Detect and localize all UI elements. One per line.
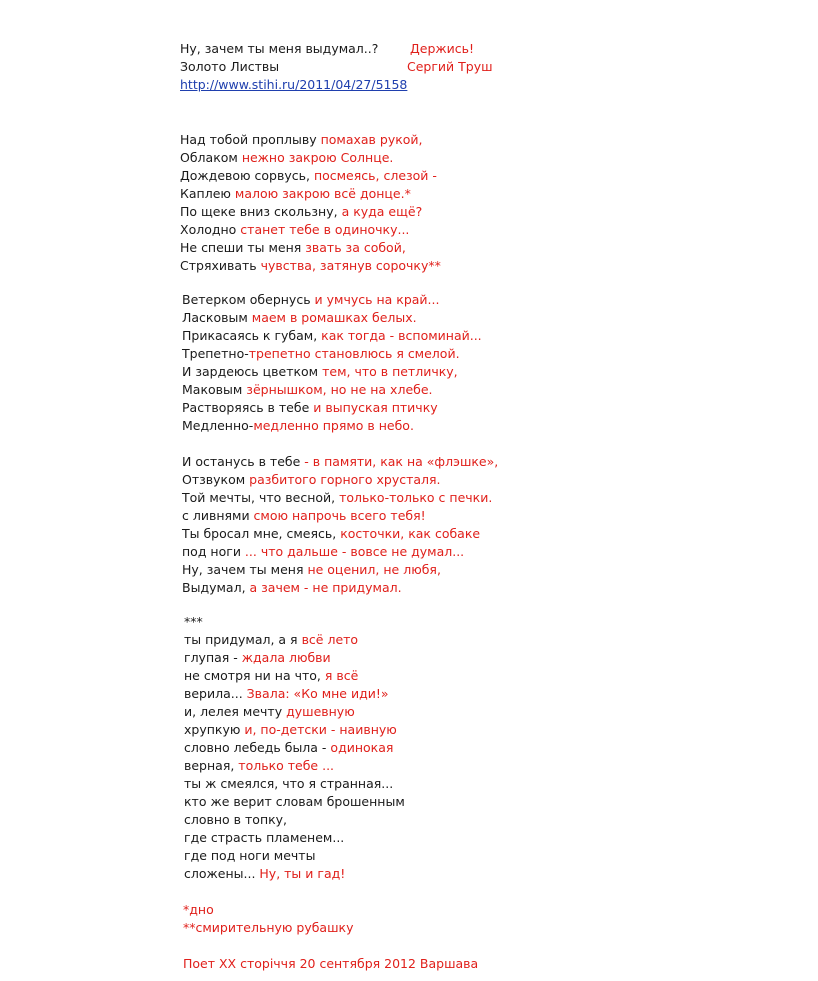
line-text: кто же верит словам брошенным [184,794,405,809]
poem-line [184,757,334,775]
poem-line [182,291,439,309]
line-reply-text: помахав рукой, [320,132,423,147]
line-text: сложены... [184,866,260,881]
line-reply-text: зёрнышком, но не на хлебе. [246,382,433,397]
line-reply-text: маем в ромашках белых. [251,310,417,325]
poem-title [180,40,378,58]
line-text: верила... [184,686,247,701]
line-reply-text: Звала: «Ко мне иди!» [246,686,389,701]
line-text: ты ж смеялся, что я странная... [184,776,394,791]
line-reply-text: станет тебе в одиночку... [240,222,410,237]
line-reply-text: только-только с печки. [339,490,493,505]
poem-line [184,721,397,739]
line-text: и, лелея мечту [184,704,287,719]
title-text: Ну, зачем ты меня выдумал..? [180,41,379,56]
poem-line [184,703,355,721]
line-reply-text: трепетно становлюсь я смелой. [248,346,460,361]
line-text: И зардеюсь цветком [182,364,323,379]
footnote-2: **смирительную рубашку [183,920,354,935]
line-text: *** [184,614,203,629]
line-reply-text: посмеясь, слезой - [313,168,437,183]
line-text: хрупкую [184,722,245,737]
poem-line [182,507,426,525]
line-reply-text: разбитого горного хрусталя. [249,472,441,487]
line-reply-text: я всё [324,668,359,683]
line-reply-text: как тогда - вспоминай... [321,328,482,343]
line-text: По щеке вниз скользну, [180,204,342,219]
line-text: Маковым [182,382,247,397]
poem-line [184,667,358,685]
source-link[interactable]: http://www.stihi.ru/2011/04/27/5158 [180,77,408,92]
poem-line [180,185,411,203]
poem-line [182,489,492,507]
line-text: Ветерком обернусь [182,292,315,307]
line-text: Дождевою сорвусь, [180,168,314,183]
poem-line [180,221,409,239]
line-reply-text: не оценил, не любя, [307,562,441,577]
line-text: верная, [184,758,239,773]
line-reply-text: смою напрочь всего тебя! [253,508,426,523]
line-reply-text: одинокая [330,740,394,755]
poem-line [182,471,441,489]
source-link-row [180,76,407,94]
poem-line [184,793,405,811]
source-title: Золото Листвы [180,59,280,74]
poem-line [184,811,287,829]
poem-line [182,579,402,597]
line-text: Прикасаясь к губам, [182,328,322,343]
line-text: Отзвуком [182,472,250,487]
reply-title: Держись! [410,41,475,56]
line-reply-text: а зачем - не придумал. [249,580,402,595]
reply-author: Сергий Труш [407,59,493,74]
poem-line [180,239,406,257]
poem-line [180,257,441,275]
line-text: Той мечты, что весной, [182,490,340,505]
line-reply-text: Ну, ты и гад! [259,866,346,881]
line-text: глупая - [184,650,242,665]
poem-line [182,399,438,417]
line-text: под ноги [182,544,245,559]
poem-line [182,363,458,381]
poem-line [182,453,498,471]
line-text: где страсть пламенем... [184,830,345,845]
line-text: Медленно- [182,418,254,433]
poem-line [184,829,344,847]
poem-line [182,345,460,363]
poem-line [184,739,393,757]
line-reply-text: тем, что в петличку, [322,364,458,379]
poem-line [182,381,433,399]
line-text: Стряхивать [180,258,261,273]
line-text: где под ноги мечты [184,848,316,863]
line-reply-text: малою закрою всё донце.* [234,186,411,201]
poem-line [180,203,422,221]
poem-line [180,149,393,167]
line-text: Ну, зачем ты меня [182,562,308,577]
line-reply-text: - в памяти, как на «флэшке», [304,454,499,469]
poem-line [182,309,417,327]
line-text: Каплею [180,186,235,201]
poem-line [184,613,203,631]
line-reply-text: медленно прямо в небо. [253,418,414,433]
line-reply-text: и выпуская птичку [313,400,438,415]
line-text: Облаком [180,150,242,165]
line-text: словно лебедь была - [184,740,331,755]
poem-line [182,327,482,345]
line-text: Над тобой проплыву [180,132,321,147]
poem-line [182,525,480,543]
line-reply-text: только тебе ... [238,758,335,773]
line-text: Ласковым [182,310,252,325]
poem-line [184,775,393,793]
poem-line [182,561,441,579]
line-text: Трепетно- [182,346,249,361]
line-reply-text: чувства, затянув сорочку** [260,258,441,273]
footnote-1: *дно [183,902,214,917]
line-text: Выдумал, [182,580,250,595]
line-text: с ливнями [182,508,254,523]
line-text: Растворяясь в тебе [182,400,314,415]
line-reply-text: косточки, как собаке [340,526,481,541]
line-text: ты придумал, а я [184,632,302,647]
line-reply-text: всё лето [301,632,359,647]
line-reply-text: ждала любви [241,650,331,665]
line-reply-text: звать за собой, [305,240,406,255]
line-reply-text: и, по-детски - наивную [244,722,397,737]
line-reply-text: а куда ещё? [341,204,423,219]
poem-line [184,685,389,703]
poem-line [180,131,423,149]
poem-line [182,417,414,435]
line-reply-text: и умчусь на край... [314,292,440,307]
poem-line [182,543,464,561]
line-text: словно в топку, [184,812,288,827]
line-reply-text: нежно закрою Солнце. [241,150,394,165]
signature: Поет XX сторіччя 20 сентября 2012 Варшава [183,956,479,971]
poem-line [184,631,358,649]
line-text: не смотря ни на что, [184,668,325,683]
line-text: Холодно [180,222,241,237]
line-text: Не спеши ты меня [180,240,306,255]
line-reply-text: душевную [286,704,355,719]
poem-line [180,167,437,185]
line-reply-text: ... что дальше - вовсе не думал... [244,544,465,559]
line-text: Ты бросал мне, смеясь, [182,526,341,541]
poem-line [184,649,331,667]
poem-line [184,865,345,883]
line-text: И останусь в тебе [182,454,305,469]
poem-line [184,847,315,865]
